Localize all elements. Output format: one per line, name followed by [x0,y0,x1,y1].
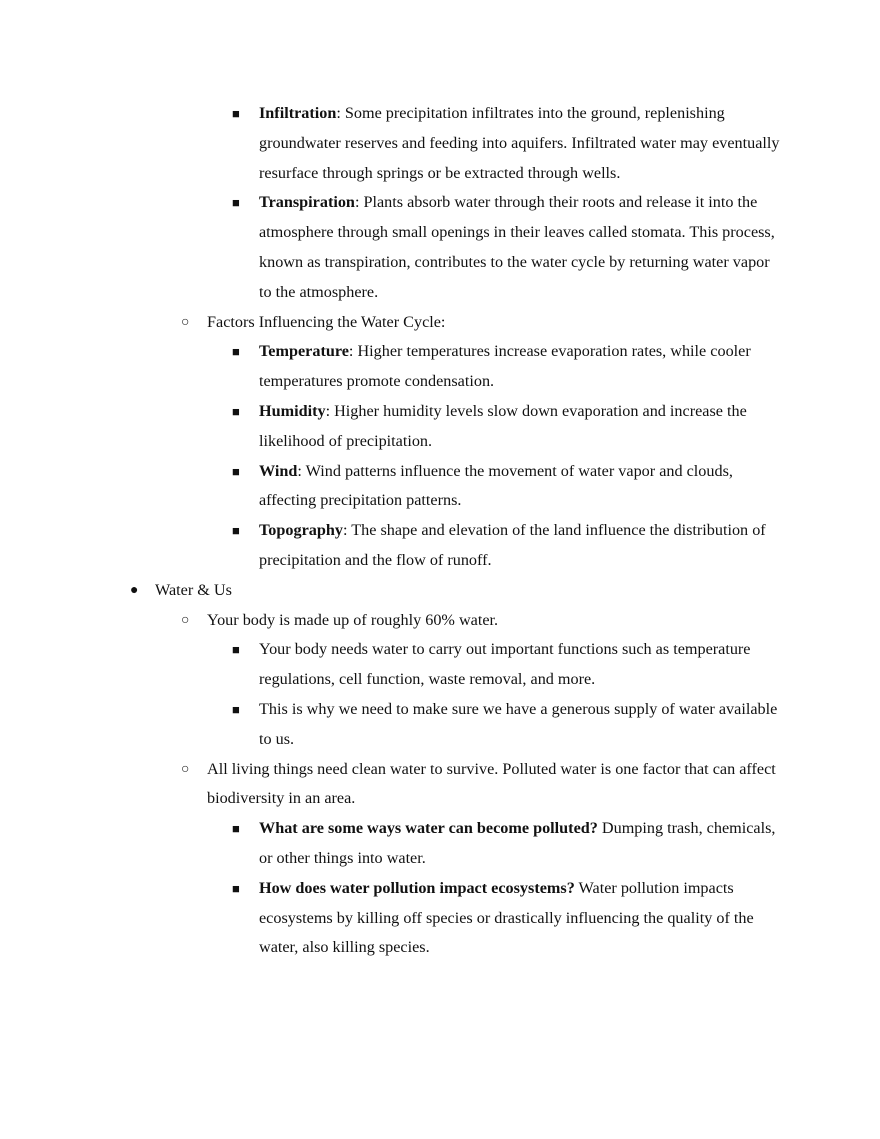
list-item-text: : The shape and elevation of the land influence the distribution of precipitation and the flow of runoff. [259,521,766,569]
list-item-term: Temperature [259,342,349,361]
list-item-text: Dumping trash, chemicals, or other things into water. [259,819,776,867]
list-item-text: Your body needs water to carry out important functions such as temperature regulations, cell function, waste removal, and more. [259,640,751,689]
list-item [232,814,781,874]
square-bullet-icon: ■ [232,463,240,479]
circle-bullet-icon: ○ [181,612,190,628]
list-item [232,874,781,963]
square-bullet-icon: ■ [232,403,240,419]
list-item-text: : Some precipitation infiltrates into the ground, replenishing groundwater reserves and feeding into aquifers. Infiltrated water may eventually resurface through springs or be extracted through wells. [259,104,780,182]
list-item-term: Topography [259,521,343,540]
square-bullet-icon: ■ [232,821,240,837]
circle-bullet-icon: ○ [181,761,190,777]
square-bullet-icon: ■ [232,344,240,360]
square-bullet-icon: ■ [232,106,240,121]
list-item [232,516,781,576]
list-item [232,457,781,517]
list-item-text: : Higher humidity levels slow down evaporation and increase the likelihood of precipitation. [259,401,747,450]
list-item-text: All living things need clean water to survive. Polluted water is one factor that can affect biodiversity in an area. [207,759,776,808]
list-item-term: Transpiration [259,193,355,212]
list-item-text: Water pollution impacts ecosystems by killing off species or drastically influencing the quality of the water, also killing species. [259,878,754,957]
document-body [0,99,880,963]
list-item-term: Humidity [259,401,326,420]
list-item [232,635,781,695]
list-item [181,308,777,338]
square-bullet-icon: ■ [232,880,240,896]
square-bullet-icon: ■ [232,523,240,539]
list-item-text: Water & Us [155,580,232,599]
list-item [232,337,781,397]
circle-bullet-icon: ○ [181,314,190,330]
list-item-term: What are some ways water can become polluted? [259,819,598,838]
list-item [181,755,777,815]
list-item [232,397,781,457]
list-item-text: : Higher temperatures increase evaporation rates, while cooler temperatures promote condensation. [259,342,751,391]
list-item-term: How does water pollution impact ecosystems? [259,878,575,897]
list-item [130,576,775,606]
disc-bullet-icon: ● [130,582,139,598]
list-item-term: Infiltration [259,104,337,122]
square-bullet-icon: ■ [232,701,240,717]
list-item [181,606,777,636]
list-item-text: Factors Influencing the Water Cycle: [207,312,446,331]
list-item [232,99,781,188]
list-item [232,695,781,755]
square-bullet-icon: ■ [232,195,240,211]
list-item-text: This is why we need to make sure we have a generous supply of water available to us. [259,699,778,748]
square-bullet-icon: ■ [232,642,240,658]
list-item-text: : Plants absorb water through their roots and release it into the atmosphere through small openings in their leaves called stomata. This process, known as transpiration, contributes to the water cycle by returning water vapor to the atmosphere. [259,193,775,301]
list-item-term: Wind [259,461,298,480]
list-item-text: Your body is made up of roughly 60% water. [207,610,499,629]
list-item [232,188,781,307]
list-item-text: : Wind patterns influence the movement of water vapor and clouds, affecting precipitation patterns. [259,461,733,510]
